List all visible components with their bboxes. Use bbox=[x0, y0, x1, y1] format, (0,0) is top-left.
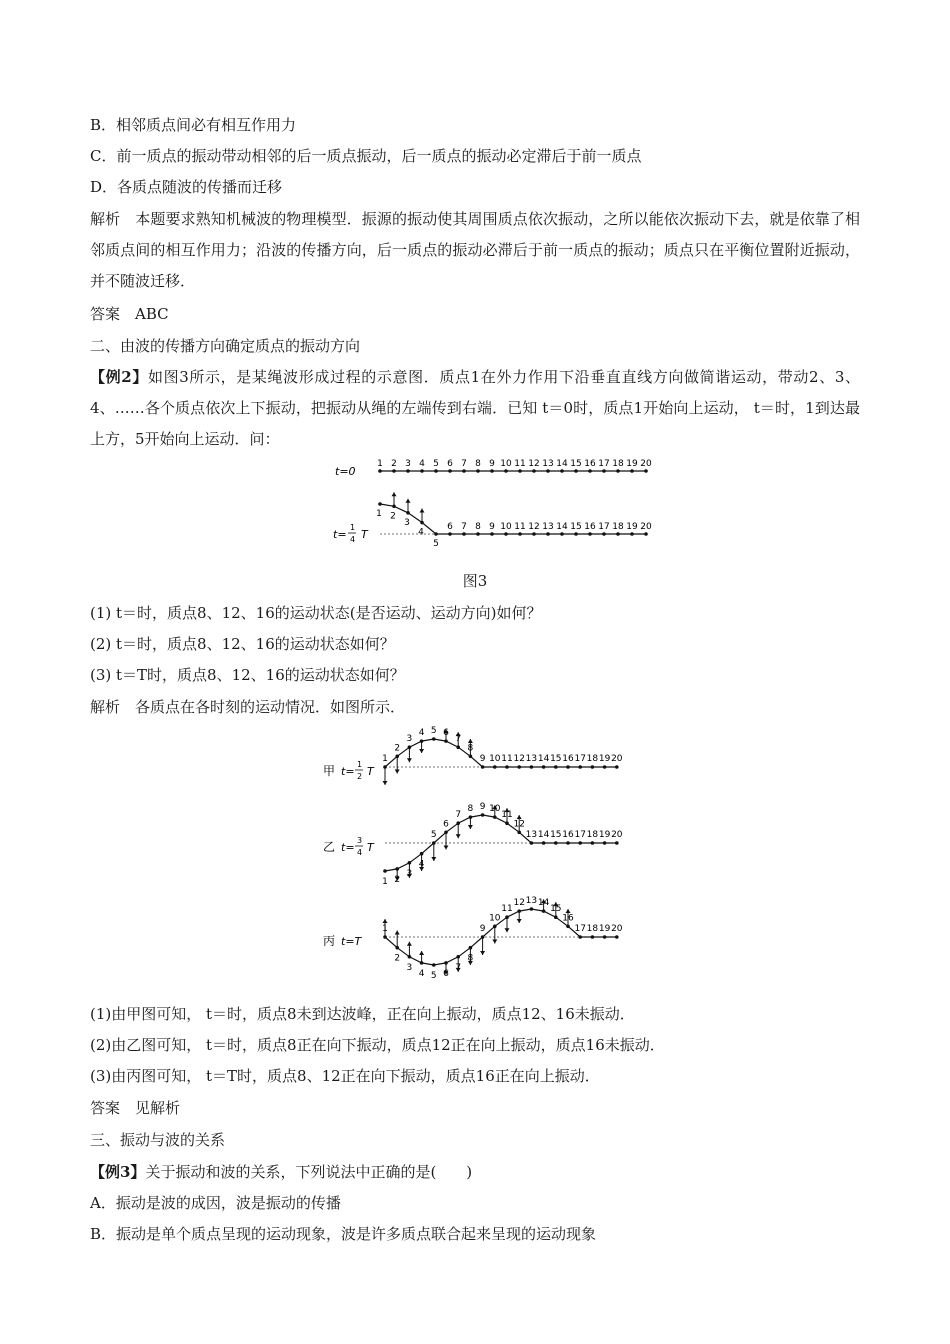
particle bbox=[546, 469, 550, 473]
particle bbox=[481, 765, 485, 769]
velocity-arrowhead bbox=[517, 919, 522, 923]
panel-yi-den: 4 bbox=[357, 848, 363, 857]
particle-number: 4 bbox=[418, 527, 424, 538]
particle bbox=[383, 869, 387, 873]
particle bbox=[603, 765, 607, 769]
particle bbox=[574, 469, 578, 473]
particle bbox=[588, 469, 592, 473]
particle-number: 17 bbox=[574, 830, 586, 840]
particle bbox=[591, 935, 595, 939]
velocity-arrowhead bbox=[431, 857, 436, 861]
velocity-arrowhead bbox=[395, 770, 400, 774]
option-b: B．相邻质点间必有相互作用力 bbox=[90, 116, 297, 134]
section-3-heading: 三、振动与波的关系 bbox=[90, 1131, 226, 1149]
particle-number: 5 bbox=[430, 971, 437, 981]
particle bbox=[615, 765, 619, 769]
particle bbox=[420, 469, 424, 473]
particle-number: 14 bbox=[537, 754, 550, 764]
particle-number: 6 bbox=[443, 819, 449, 830]
particle-number: 10 bbox=[500, 522, 512, 532]
particle-number: 1 bbox=[382, 877, 388, 887]
particle-number: 2 bbox=[394, 743, 401, 754]
conclusion-1: (1)由甲图可知， t＝时，质点8未到达波峰，正在向上振动，质点12、16未振动． bbox=[90, 1005, 635, 1023]
particle-number: 3 bbox=[406, 734, 413, 745]
particle bbox=[532, 532, 536, 536]
velocity-arrowhead bbox=[420, 509, 425, 513]
particle-number: 11 bbox=[514, 522, 526, 532]
particle bbox=[542, 765, 546, 769]
particle bbox=[630, 469, 634, 473]
particle-number: 13 bbox=[525, 896, 538, 906]
particle bbox=[493, 765, 497, 769]
figure-wave-panels bbox=[315, 715, 645, 990]
particle-number: 10 bbox=[500, 459, 512, 469]
conclusion-3: (3)由丙图可知， t＝T时，质点8、12正在向下振动，质点16正在向上振动． bbox=[90, 1067, 600, 1085]
particle bbox=[588, 532, 592, 536]
particle bbox=[462, 469, 466, 473]
particle bbox=[517, 765, 521, 769]
panel-jia-den: 2 bbox=[357, 772, 363, 781]
example-3-tag: 【例3】 bbox=[90, 1163, 146, 1181]
particle-number: 1 bbox=[382, 924, 388, 934]
particle bbox=[554, 765, 558, 769]
particle-number: 5 bbox=[433, 539, 439, 549]
particle-number: 18 bbox=[586, 754, 599, 764]
option-d: D．各质点随波的传播而迁移 bbox=[90, 178, 283, 196]
particle bbox=[530, 841, 534, 845]
particle-number: 2 bbox=[394, 953, 401, 964]
particle bbox=[566, 765, 570, 769]
particle-number: 15 bbox=[570, 459, 582, 469]
particle bbox=[644, 469, 648, 473]
particle-number: 5 bbox=[430, 726, 437, 736]
particle bbox=[434, 532, 438, 536]
velocity-arrowhead bbox=[392, 492, 397, 496]
particle-number: 1 bbox=[382, 754, 388, 764]
particle-number: 11 bbox=[501, 754, 513, 764]
particle-number: 9 bbox=[479, 802, 486, 812]
velocity-arrowhead bbox=[407, 942, 412, 946]
particle bbox=[532, 469, 536, 473]
particle-number: 1 bbox=[377, 459, 383, 469]
panel-jia-label: 甲 bbox=[323, 764, 336, 778]
particle-number: 4 bbox=[418, 859, 425, 870]
example-2-body: 如图3所示，是某绳波形成过程的示意图．质点1在外力作用下沿垂直直线方向做简谐运动，带动2、3、4、……各个质点依次上下振动，把振动从绳的左端传到右端．已知 t＝0时，质点1开始向上运动， t＝时，1到达最上方，5开始向上运动．问： bbox=[90, 368, 860, 448]
particle bbox=[602, 469, 606, 473]
particle bbox=[542, 841, 546, 845]
particle-number: 9 bbox=[479, 754, 486, 764]
question-2: (2) t＝时，质点8、12、16的运动状态如何？ bbox=[90, 635, 395, 653]
velocity-arrowhead bbox=[419, 749, 424, 753]
particle bbox=[476, 532, 480, 536]
particle bbox=[554, 841, 558, 845]
particle bbox=[615, 841, 619, 845]
particle-number: 3 bbox=[404, 517, 410, 528]
particle-number: 9 bbox=[489, 522, 495, 532]
particle bbox=[505, 765, 509, 769]
particle-number: 10 bbox=[489, 913, 501, 924]
particle bbox=[462, 532, 466, 536]
panel-yi bbox=[382, 802, 623, 887]
particle-number: 20 bbox=[611, 754, 623, 764]
particle bbox=[490, 469, 494, 473]
answer-2: 答案 见解析 bbox=[90, 1099, 181, 1117]
particle-number: 9 bbox=[479, 924, 486, 934]
particle-number: 12 bbox=[528, 459, 540, 469]
particle bbox=[546, 532, 550, 536]
particle-number: 6 bbox=[447, 459, 453, 469]
particle bbox=[476, 469, 480, 473]
example-3-body: 关于振动和波的关系，下列说法中正确的是( ) bbox=[145, 1163, 473, 1181]
particle-number: 12 bbox=[513, 754, 525, 764]
velocity-arrowhead bbox=[383, 781, 388, 785]
particle-number: 14 bbox=[537, 898, 550, 909]
velocity-arrowhead bbox=[492, 940, 497, 944]
particle bbox=[432, 963, 436, 967]
particle-number: 17 bbox=[574, 924, 586, 934]
figure-3-caption: 图3 bbox=[462, 572, 488, 590]
particle bbox=[615, 935, 619, 939]
particle-number: 7 bbox=[461, 459, 467, 469]
particle-number: 13 bbox=[525, 754, 538, 764]
velocity-arrowhead bbox=[419, 951, 424, 955]
particle bbox=[574, 532, 578, 536]
panel-jia bbox=[382, 726, 623, 785]
particle-number: 7 bbox=[455, 810, 462, 821]
particle-number: 7 bbox=[455, 962, 462, 973]
particle-number: 16 bbox=[562, 754, 574, 764]
particle-number: 10 bbox=[489, 754, 501, 764]
particle bbox=[630, 532, 634, 536]
particle-number: 1 bbox=[376, 509, 382, 519]
particle-number: 4 bbox=[418, 968, 425, 979]
particle-number: 15 bbox=[550, 830, 562, 840]
velocity-arrowhead bbox=[480, 951, 485, 955]
velocity-arrowhead bbox=[444, 846, 449, 850]
particle-number: 5 bbox=[433, 459, 439, 469]
option-a: A．振动是波的成因，波是振动的传播 bbox=[90, 1194, 341, 1212]
rope bbox=[385, 909, 617, 965]
particle-number: 19 bbox=[598, 754, 611, 764]
particle bbox=[591, 841, 595, 845]
particle-number: 7 bbox=[455, 734, 462, 745]
particle-number: 18 bbox=[612, 459, 624, 469]
velocity-arrowhead bbox=[456, 834, 461, 838]
particle-number: 12 bbox=[513, 819, 525, 830]
panel-bing-label: 丙 bbox=[323, 934, 336, 948]
particle bbox=[566, 841, 570, 845]
particle-number: 6 bbox=[443, 968, 449, 979]
panel-jia-num: 1 bbox=[357, 760, 363, 769]
particle-number: 2 bbox=[390, 511, 396, 522]
particle-number: 14 bbox=[537, 830, 550, 840]
particle-number: 16 bbox=[562, 830, 574, 840]
particle-number: 7 bbox=[461, 522, 467, 532]
velocity-arrowhead bbox=[395, 930, 400, 934]
panel-bing bbox=[382, 896, 623, 981]
particle-number: 11 bbox=[501, 904, 513, 915]
panel-yi-t: t= bbox=[341, 841, 355, 854]
velocity-arrowhead bbox=[468, 825, 473, 829]
fig3-row-t0 bbox=[377, 459, 652, 473]
particle bbox=[616, 532, 620, 536]
particle bbox=[560, 532, 564, 536]
particle-number: 16 bbox=[584, 459, 596, 469]
particle bbox=[378, 502, 382, 506]
particle-number: 12 bbox=[513, 898, 525, 909]
particle-number: 6 bbox=[447, 522, 453, 532]
option-c: C．前一质点的振动带动相邻的后一质点振动，后一质点的振动必定滞后于前一质点 bbox=[90, 147, 642, 165]
panel-yi-T: T bbox=[367, 841, 374, 854]
particle bbox=[432, 737, 436, 741]
particle-number: 15 bbox=[550, 754, 562, 764]
question-1: (1) t＝时，质点8、12、16的运动状态(是否运动、运动方向)如何？ bbox=[90, 604, 542, 622]
particle-number: 5 bbox=[430, 830, 437, 840]
fig3-frac-num: 1 bbox=[350, 523, 356, 532]
particle-number: 10 bbox=[489, 804, 501, 815]
particle-number: 2 bbox=[391, 459, 397, 469]
particle bbox=[578, 935, 582, 939]
particle-number: 20 bbox=[611, 830, 623, 840]
particle bbox=[448, 532, 452, 536]
particle-number: 11 bbox=[514, 459, 526, 469]
particle bbox=[481, 813, 485, 817]
particle bbox=[644, 532, 648, 536]
particle-number: 15 bbox=[570, 522, 582, 532]
particle-number: 20 bbox=[640, 522, 652, 532]
velocity-arrowhead bbox=[407, 758, 412, 762]
particle bbox=[504, 469, 508, 473]
particle-number: 8 bbox=[475, 459, 481, 469]
particle-number: 13 bbox=[542, 522, 554, 532]
particle-number: 16 bbox=[562, 913, 574, 924]
panel-yi-num: 3 bbox=[357, 836, 363, 845]
section-2-heading: 二、由波的传播方向确定质点的振动方向 bbox=[90, 337, 361, 355]
particle-number: 20 bbox=[611, 924, 623, 934]
fig3-t0-label: t=0 bbox=[335, 465, 356, 478]
particle-number: 12 bbox=[528, 522, 540, 532]
particle bbox=[406, 469, 410, 473]
analysis-2: 解析 各质点在各时刻的运动情况．如图所示． bbox=[90, 698, 406, 716]
particle bbox=[518, 469, 522, 473]
particle bbox=[392, 469, 396, 473]
particle-number: 2 bbox=[394, 874, 401, 885]
particle-number: 9 bbox=[489, 459, 495, 469]
particle-number: 18 bbox=[586, 830, 599, 840]
particle bbox=[504, 532, 508, 536]
example-2 bbox=[90, 362, 860, 455]
particle bbox=[603, 841, 607, 845]
particle-number: 8 bbox=[475, 522, 481, 532]
particle-number: 19 bbox=[626, 522, 638, 532]
particle-number: 17 bbox=[598, 522, 610, 532]
particle-number: 3 bbox=[406, 868, 413, 879]
particle-number: 4 bbox=[419, 459, 425, 469]
particle-number: 8 bbox=[467, 953, 474, 964]
analysis-1: 解析 本题要求熟知机械波的物理模型．振源的振动使其周围质点依次振动，之所以能依次振动下去，就是依靠了相邻质点间的相互作用力；沿波的传播方向，后一质点的振动必滞后于前一质点的振动；质点只在平衡位置附近振动，并不随波迁移． bbox=[90, 210, 860, 290]
particle bbox=[434, 469, 438, 473]
particle-number: 17 bbox=[598, 459, 610, 469]
particle-number: 13 bbox=[542, 459, 554, 469]
particle bbox=[602, 532, 606, 536]
particle-number: 8 bbox=[467, 743, 474, 754]
particle bbox=[603, 935, 607, 939]
fig3-T: T bbox=[361, 528, 368, 541]
velocity-arrowhead bbox=[383, 919, 388, 923]
particle bbox=[378, 469, 382, 473]
particle-number: 19 bbox=[626, 459, 638, 469]
fig3-t1-label: t= bbox=[333, 528, 347, 541]
panel-bing-t: t=T bbox=[341, 935, 362, 948]
particle bbox=[616, 469, 620, 473]
particle bbox=[578, 765, 582, 769]
panel-yi-label: 乙 bbox=[323, 840, 336, 854]
question-3: (3) t＝T时，质点8、12、16的运动状态如何？ bbox=[90, 666, 405, 684]
particle bbox=[578, 841, 582, 845]
particle bbox=[530, 907, 534, 911]
particle-number: 4 bbox=[418, 728, 425, 739]
particle-number: 17 bbox=[574, 754, 586, 764]
particle-number: 16 bbox=[584, 522, 596, 532]
fig3-row-t-quarter bbox=[376, 492, 652, 549]
figure-3 bbox=[325, 452, 652, 549]
particle bbox=[530, 765, 534, 769]
fig3-frac-den: 4 bbox=[350, 535, 356, 544]
option-b-2: B．振动是单个质点呈现的运动现象，波是许多质点联合起来呈现的运动现象 bbox=[90, 1225, 597, 1243]
particle-number: 13 bbox=[525, 830, 538, 840]
particle bbox=[560, 469, 564, 473]
particle bbox=[518, 532, 522, 536]
particle bbox=[591, 765, 595, 769]
panel-jia-T: T bbox=[367, 765, 374, 778]
particle-number: 15 bbox=[550, 904, 562, 915]
particle-number: 3 bbox=[405, 459, 411, 469]
particle-number: 20 bbox=[640, 459, 652, 469]
particle bbox=[490, 532, 494, 536]
particle-number: 18 bbox=[612, 522, 624, 532]
particle-number: 19 bbox=[598, 924, 611, 934]
example-3 bbox=[90, 1162, 472, 1182]
example-2-tag: 【例2】 bbox=[90, 368, 148, 386]
particle-number: 8 bbox=[467, 804, 474, 815]
panel-jia-t: t= bbox=[341, 765, 355, 778]
conclusion-2: (2)由乙图可知， t＝时，质点8正在向下振动，质点12正在向上振动，质点16未振动． bbox=[90, 1036, 665, 1054]
particle-number: 19 bbox=[598, 830, 611, 840]
particle-number: 14 bbox=[556, 522, 568, 532]
particle-number: 14 bbox=[556, 459, 568, 469]
particle-number: 3 bbox=[406, 962, 413, 973]
particle-number: 18 bbox=[586, 924, 599, 934]
particle-number: 6 bbox=[443, 728, 449, 739]
velocity-arrowhead bbox=[505, 928, 510, 932]
velocity-arrowhead bbox=[406, 499, 411, 503]
answer-1: 答案 ABC bbox=[90, 305, 169, 323]
particle bbox=[448, 469, 452, 473]
particle-number: 11 bbox=[501, 810, 513, 821]
